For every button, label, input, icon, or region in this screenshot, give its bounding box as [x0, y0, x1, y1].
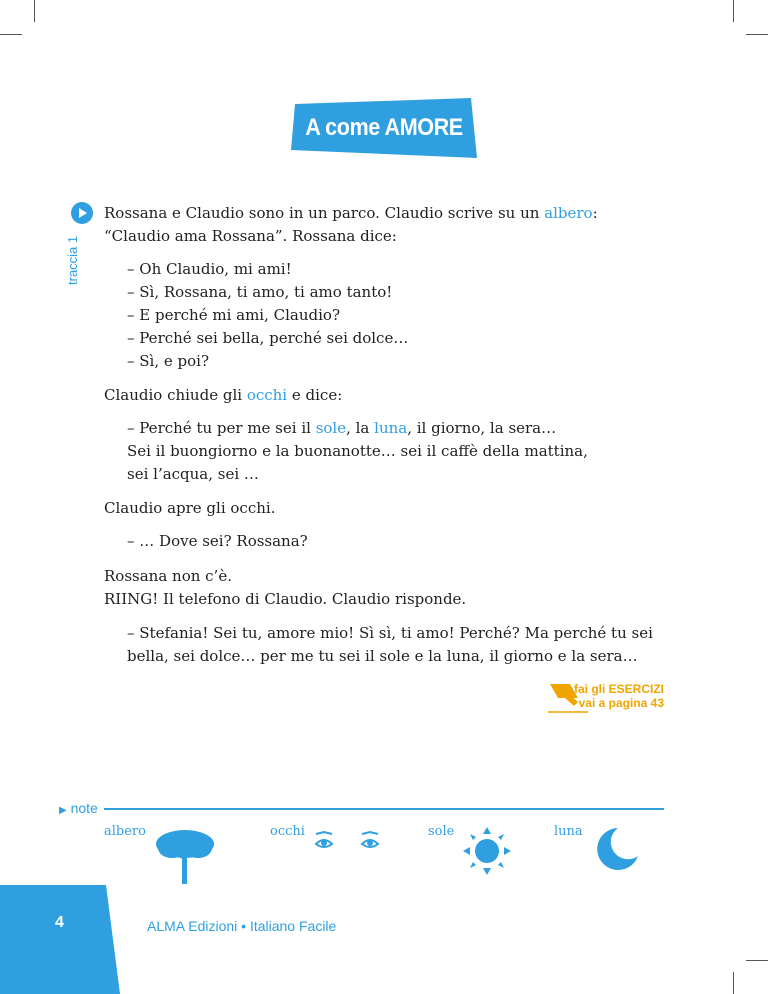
track-label: traccia 1	[65, 235, 80, 285]
note-word-sole: sole	[428, 824, 455, 839]
dialog-line: sei l’acqua, sei …	[127, 465, 259, 483]
publisher-footer: ALMA Edizioni • Italiano Facile	[147, 918, 337, 934]
dialog-line: – Oh Claudio, mi ami!	[127, 260, 292, 278]
paragraph-line: “Claudio ama Rossana”. Rossana dice:	[104, 227, 397, 245]
crop-mark	[733, 0, 734, 22]
sun-icon	[462, 826, 512, 876]
paragraph-line: Claudio apre gli occhi.	[104, 499, 276, 517]
dialog-line: Sei il buongiorno e la buonanotte… sei il caffè della mattina,	[127, 442, 588, 460]
note-word-albero: albero	[104, 824, 146, 839]
dialog-line: – Perché sei bella, perché sei dolce…	[127, 329, 409, 347]
play-icon	[71, 202, 93, 224]
eyes-icon	[314, 830, 384, 854]
page-number: 4	[55, 914, 64, 931]
exercise-line2: vai a pagina 43	[578, 696, 664, 710]
title-banner	[291, 98, 477, 158]
crop-mark	[746, 34, 768, 35]
note-word-occhi: occhi	[270, 824, 305, 839]
dialog-line: bella, sei dolce… per me tu sei il sole e la luna, il giorno e la sera…	[127, 647, 638, 665]
paragraph-line: Rossana non c’è.	[104, 567, 232, 585]
note-word-luna: luna	[554, 824, 583, 839]
tree-icon	[154, 824, 216, 886]
dialog-line: – Sì, Rossana, ti amo, ti amo tanto!	[127, 283, 393, 301]
moon-icon	[594, 826, 640, 872]
notes-heading: ▶ note	[59, 800, 98, 816]
crop-mark	[0, 34, 22, 35]
paragraph-line: Rossana e Claudio sono in un parco. Claudio scrive su un albero:	[104, 204, 598, 222]
divider	[104, 808, 664, 810]
paragraph-line: RIING! Il telefono di Claudio. Claudio risponde.	[104, 590, 467, 608]
crop-mark	[746, 960, 768, 961]
play-track-button[interactable]	[71, 202, 93, 228]
page-corner	[0, 885, 120, 994]
exercise-link[interactable]	[548, 680, 664, 716]
dialog-line: – Stefania! Sei tu, amore mio! Sì sì, ti amo! Perché? Ma perché tu sei	[127, 624, 653, 642]
paragraph-line: Claudio chiude gli occhi e dice:	[104, 386, 343, 404]
crop-mark	[733, 972, 734, 994]
dialog-line: – Perché tu per me sei il sole, la luna, il giorno, la sera…	[127, 419, 557, 437]
triangle-icon: ▶	[59, 805, 67, 816]
page-title: A come AMORE	[305, 114, 463, 141]
dialog-line: – … Dove sei? Rossana?	[127, 532, 308, 550]
dialog-line: – E perché mi ami, Claudio?	[127, 306, 340, 324]
dialog-line: – Sì, e poi?	[127, 352, 209, 370]
crop-mark	[34, 0, 35, 22]
exercise-line1: fai gli ESERCIZI	[573, 682, 664, 696]
